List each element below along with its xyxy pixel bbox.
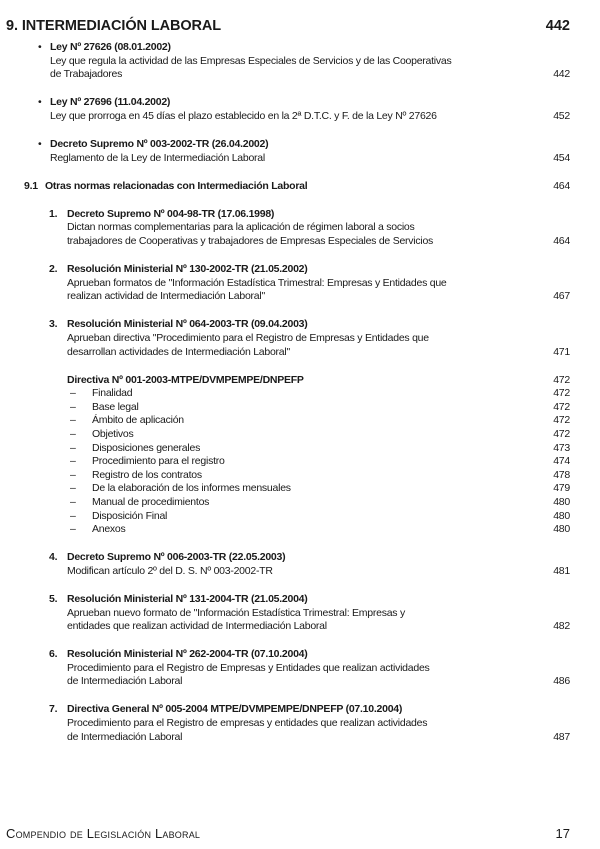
toc-line — [0, 607, 600, 621]
dash-marker: – — [70, 482, 76, 495]
entry-page-number: 464 — [553, 234, 570, 247]
entry-marker: 6. — [49, 648, 58, 661]
toc-line — [0, 717, 600, 731]
directive-subitem — [0, 428, 600, 442]
entry-page-number: 467 — [553, 290, 570, 303]
toc-line — [0, 290, 600, 304]
toc-line — [0, 551, 600, 565]
toc-entry — [0, 593, 600, 634]
entry-marker: • — [38, 41, 42, 53]
entry-marker: 7. — [49, 703, 58, 716]
toc-line — [0, 180, 600, 194]
entry-marker: 2. — [49, 263, 58, 276]
directive-subitem — [0, 482, 600, 496]
toc-line — [0, 318, 600, 332]
entry-heading: Resolución Ministerial Nº 130-2002-TR (21.05.2002) — [67, 263, 308, 276]
entry-heading: Resolución Ministerial Nº 131-2004-TR (21.05.2004) — [67, 592, 308, 605]
entry-page-number: 464 — [553, 179, 570, 192]
entry-page-number: 471 — [553, 345, 570, 358]
entry-heading: Otras normas relacionadas con Intermediación Laboral — [45, 179, 308, 192]
subitem-page-number: 479 — [553, 482, 570, 495]
dash-marker: – — [70, 455, 76, 468]
entry-page-number: 486 — [553, 675, 570, 688]
entry-marker: 1. — [49, 207, 58, 220]
directive-subitem — [0, 387, 600, 401]
toc-line — [0, 675, 600, 689]
subitem-page-number: 474 — [553, 455, 570, 468]
entry-description: desarrollan actividades de Intermediación Laboral" — [67, 345, 290, 358]
footer-book-title: Compendio de Legislación Laboral — [6, 826, 201, 841]
subitem-page-number: 480 — [553, 495, 570, 508]
entry-page-number: 442 — [553, 68, 570, 81]
subitem-page-number: 472 — [553, 387, 570, 400]
dash-marker: – — [70, 400, 76, 413]
toc-line — [0, 565, 600, 579]
chapter-page-number: 442 — [545, 18, 570, 34]
footer-page-number: 17 — [555, 826, 570, 841]
entry-description: Aprueban formatos de "Información Estadística Trimestral: Empresas y Entidades que — [67, 276, 447, 289]
subitem-label: Registro de los contratos — [92, 468, 202, 481]
dash-marker: – — [70, 387, 76, 400]
toc-line — [0, 593, 600, 607]
toc-entry — [0, 96, 600, 123]
subitem-label: Disposiciones generales — [92, 441, 201, 454]
subitem-page-number: 472 — [553, 400, 570, 413]
subitem-label: Manual de procedimientos — [92, 495, 210, 508]
subitem-page-number: 480 — [553, 509, 570, 522]
toc-line — [0, 346, 600, 360]
toc-line — [0, 96, 600, 110]
directive-subitem — [0, 401, 600, 415]
toc-line — [0, 620, 600, 634]
subitem-label: Ámbito de aplicación — [92, 414, 184, 427]
toc-entry — [0, 208, 600, 249]
toc-line — [0, 138, 600, 152]
entry-description: trabajadores de Cooperativas y trabajadores de Empresas Especiales de Servicios — [67, 234, 434, 247]
entry-description: Procedimiento para el Registro de Empresas y Entidades que realizan actividades — [67, 661, 430, 674]
directive-subitem — [0, 469, 600, 483]
subitem-page-number: 472 — [553, 414, 570, 427]
entry-description: de Intermediación Laboral — [67, 675, 183, 688]
toc-entry — [0, 648, 600, 689]
toc-entry — [0, 180, 600, 194]
toc-entry — [0, 318, 600, 359]
entry-description: Modifican artículo 2º del D. S. Nº 003-2002-TR — [67, 564, 273, 577]
directive-subitem — [0, 510, 600, 524]
toc-line — [0, 662, 600, 676]
entry-description: de Trabajadores — [50, 68, 123, 81]
toc-entry — [0, 263, 600, 304]
entry-heading: Decreto Supremo Nº 006-2003-TR (22.05.2003) — [67, 551, 286, 564]
entry-description: realizan actividad de Intermediación Laboral" — [67, 290, 265, 303]
toc-line — [0, 41, 600, 55]
entry-page-number: 454 — [553, 151, 570, 164]
entry-heading: Decreto Supremo Nº 003-2002-TR (26.04.2002) — [50, 137, 269, 150]
toc-line — [0, 110, 600, 124]
table-of-contents — [0, 41, 600, 759]
toc-line — [0, 731, 600, 745]
dash-marker: – — [70, 523, 76, 536]
entry-heading: Decreto Supremo Nº 004-98-TR (17.06.1998) — [67, 207, 275, 220]
entry-heading: Resolución Ministerial Nº 262-2004-TR (07.10.2004) — [67, 648, 308, 661]
entry-description: Dictan normas complementarias para la aplicación de régimen laboral a socios — [67, 221, 415, 234]
entry-page-number: 452 — [553, 109, 570, 122]
subitem-page-number: 480 — [553, 523, 570, 536]
subitem-label: Finalidad — [92, 387, 133, 400]
dash-marker: – — [70, 468, 76, 481]
directive-subitem — [0, 414, 600, 428]
dash-marker: – — [70, 441, 76, 454]
toc-line — [0, 152, 600, 166]
entry-page-number: 487 — [553, 730, 570, 743]
entry-heading: Resolución Ministerial Nº 064-2003-TR (09.04.2003) — [67, 318, 308, 331]
toc-line — [0, 374, 600, 388]
toc-line — [0, 263, 600, 277]
toc-line — [0, 221, 600, 235]
entry-page-number: 481 — [553, 564, 570, 577]
toc-line — [0, 55, 600, 69]
entry-page-number: 482 — [553, 620, 570, 633]
entry-heading: Ley Nº 27626 (08.01.2002) — [50, 41, 171, 53]
toc-line — [0, 703, 600, 717]
toc-line — [0, 648, 600, 662]
dash-marker: – — [70, 509, 76, 522]
entry-description: Ley que regula la actividad de las Empresas Especiales de Servicios y de las Cooperativas — [50, 54, 452, 67]
chapter-title: 9. INTERMEDIACIÓN LABORAL — [6, 18, 222, 34]
subitem-page-number: 472 — [553, 427, 570, 440]
entry-description: Reglamento de la Ley de Intermediación Laboral — [50, 151, 265, 164]
dash-marker: – — [70, 414, 76, 427]
toc-line — [0, 68, 600, 82]
entry-marker: • — [38, 96, 42, 109]
entry-description: Aprueban directiva "Procedimiento para el Registro de Empresas y Entidades que — [67, 331, 429, 344]
toc-entry — [0, 703, 600, 744]
subitem-label: De la elaboración de los informes mensuales — [92, 482, 291, 495]
subitem-page-number: 478 — [553, 468, 570, 481]
dash-marker: – — [70, 495, 76, 508]
entry-description: Aprueban nuevo formato de "Información Estadística Trimestral: Empresas y — [67, 606, 405, 619]
subitem-label: Procedimiento para el registro — [92, 455, 225, 468]
directive-subitem — [0, 496, 600, 510]
subitem-label: Anexos — [92, 523, 126, 536]
entry-description: Procedimiento para el Registro de empresas y entidades que realizan actividades — [67, 717, 428, 730]
toc-line — [0, 277, 600, 291]
entry-heading: Directiva General Nº 005-2004 MTPE/DVMPEMPE/DNPEFP (07.10.2004) — [67, 703, 403, 716]
subitem-label: Objetivos — [92, 427, 134, 440]
toc-entry — [0, 138, 600, 165]
entry-marker: 3. — [49, 318, 58, 331]
entry-description: de Intermediación Laboral — [67, 730, 183, 743]
entry-description: entidades que realizan actividad de Intermediación Laboral — [67, 620, 327, 633]
entry-page-number: 472 — [553, 373, 570, 386]
entry-heading: Ley Nº 27696 (11.04.2002) — [50, 96, 171, 109]
directive-subitem — [0, 455, 600, 469]
toc-line — [0, 208, 600, 222]
subitem-page-number: 473 — [553, 441, 570, 454]
subitem-label: Base legal — [92, 400, 139, 413]
entry-marker: 4. — [49, 551, 58, 564]
toc-entry — [0, 41, 600, 82]
directive-subitem — [0, 523, 600, 537]
entry-marker: 9.1 — [24, 179, 38, 192]
subitem-label: Disposición Final — [92, 509, 168, 522]
dash-marker: – — [70, 427, 76, 440]
toc-entry — [0, 551, 600, 578]
entry-marker: • — [38, 137, 42, 150]
toc-line — [0, 332, 600, 346]
entry-description: Ley que prorroga en 45 días el plazo establecido en la 2ª D.T.C. y F. de la Ley Nº 27626 — [50, 109, 437, 122]
toc-entry — [0, 374, 600, 537]
toc-line — [0, 235, 600, 249]
directive-subitem — [0, 442, 600, 456]
entry-heading: Directiva Nº 001-2003-MTPE/DVMPEMPE/DNPEFP — [67, 373, 304, 386]
entry-marker: 5. — [49, 592, 58, 605]
